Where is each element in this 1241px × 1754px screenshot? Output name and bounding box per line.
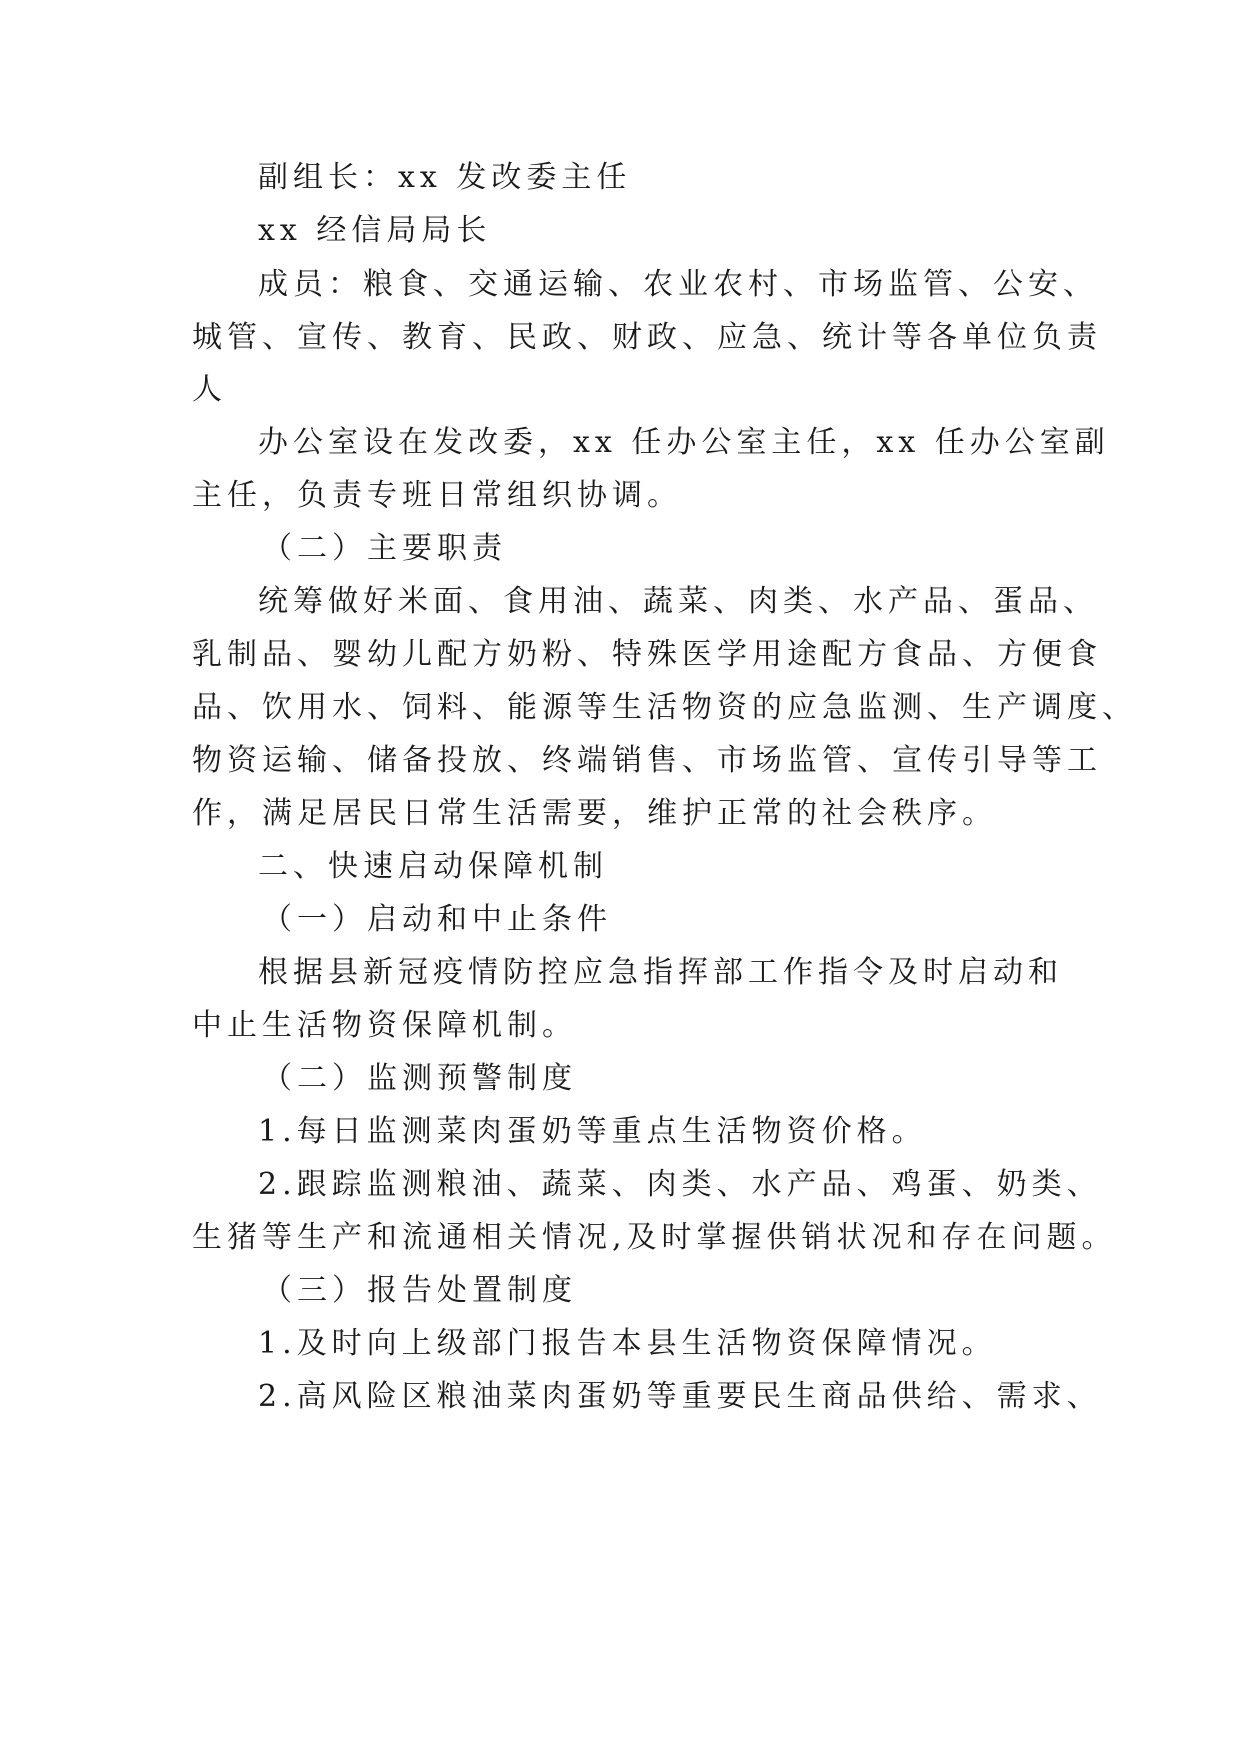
text-line: 中止生活物资保障机制。 bbox=[192, 1008, 577, 1043]
text-line: 品、饮用水、饲料、能源等生活物资的应急监测、生产调度、 bbox=[192, 690, 1137, 725]
text-line: 2.高风险区粮油菜肉蛋奶等重要民生商品供给、需求、 bbox=[258, 1379, 1102, 1414]
text-line: 作，满足居民日常生活需要，维护正常的社会秩序。 bbox=[192, 796, 997, 831]
section-heading: （二）监测预警制度 bbox=[262, 1061, 577, 1096]
text-line: 乳制品、婴幼儿配方奶粉、特殊医学用途配方食品、方便食 bbox=[192, 637, 1102, 672]
text-line: xx 经信局局长 bbox=[258, 213, 492, 248]
section-heading: （三）报告处置制度 bbox=[262, 1273, 577, 1308]
text-line: 根据县新冠疫情防控应急指挥部工作指令及时启动和 bbox=[258, 955, 1063, 990]
section-heading: 二、快速启动保障机制 bbox=[258, 849, 608, 884]
text-line: 城管、宣传、教育、民政、财政、应急、统计等各单位负责 bbox=[192, 320, 1102, 355]
text-line: 统筹做好米面、食用油、蔬菜、肉类、水产品、蛋品、 bbox=[258, 584, 1098, 619]
text-line: 1.每日监测菜肉蛋奶等重点生活物资价格。 bbox=[258, 1114, 927, 1149]
text-line: 成员：粮食、交通运输、农业农村、市场监管、公安、 bbox=[258, 267, 1098, 302]
text-line: 1.及时向上级部门报告本县生活物资保障情况。 bbox=[258, 1326, 997, 1361]
text-line: 物资运输、储备投放、终端销售、市场监管、宣传引导等工 bbox=[192, 743, 1102, 778]
text-line: 副组长：xx 发改委主任 bbox=[258, 160, 632, 195]
text-line: 2.跟踪监测粮油、蔬菜、肉类、水产品、鸡蛋、奶类、 bbox=[258, 1167, 1102, 1202]
section-heading: （二）主要职责 bbox=[262, 531, 507, 566]
text-line: 人 bbox=[192, 372, 227, 407]
text-line: 办公室设在发改委，xx 任办公室主任，xx 任办公室副 bbox=[258, 425, 1110, 460]
text-line: 生猪等生产和流通相关情况,及时掌握供销状况和存在问题。 bbox=[192, 1220, 1117, 1255]
text-line: 主任，负责专班日常组织协调。 bbox=[192, 478, 682, 513]
section-heading: （一）启动和中止条件 bbox=[262, 902, 612, 937]
